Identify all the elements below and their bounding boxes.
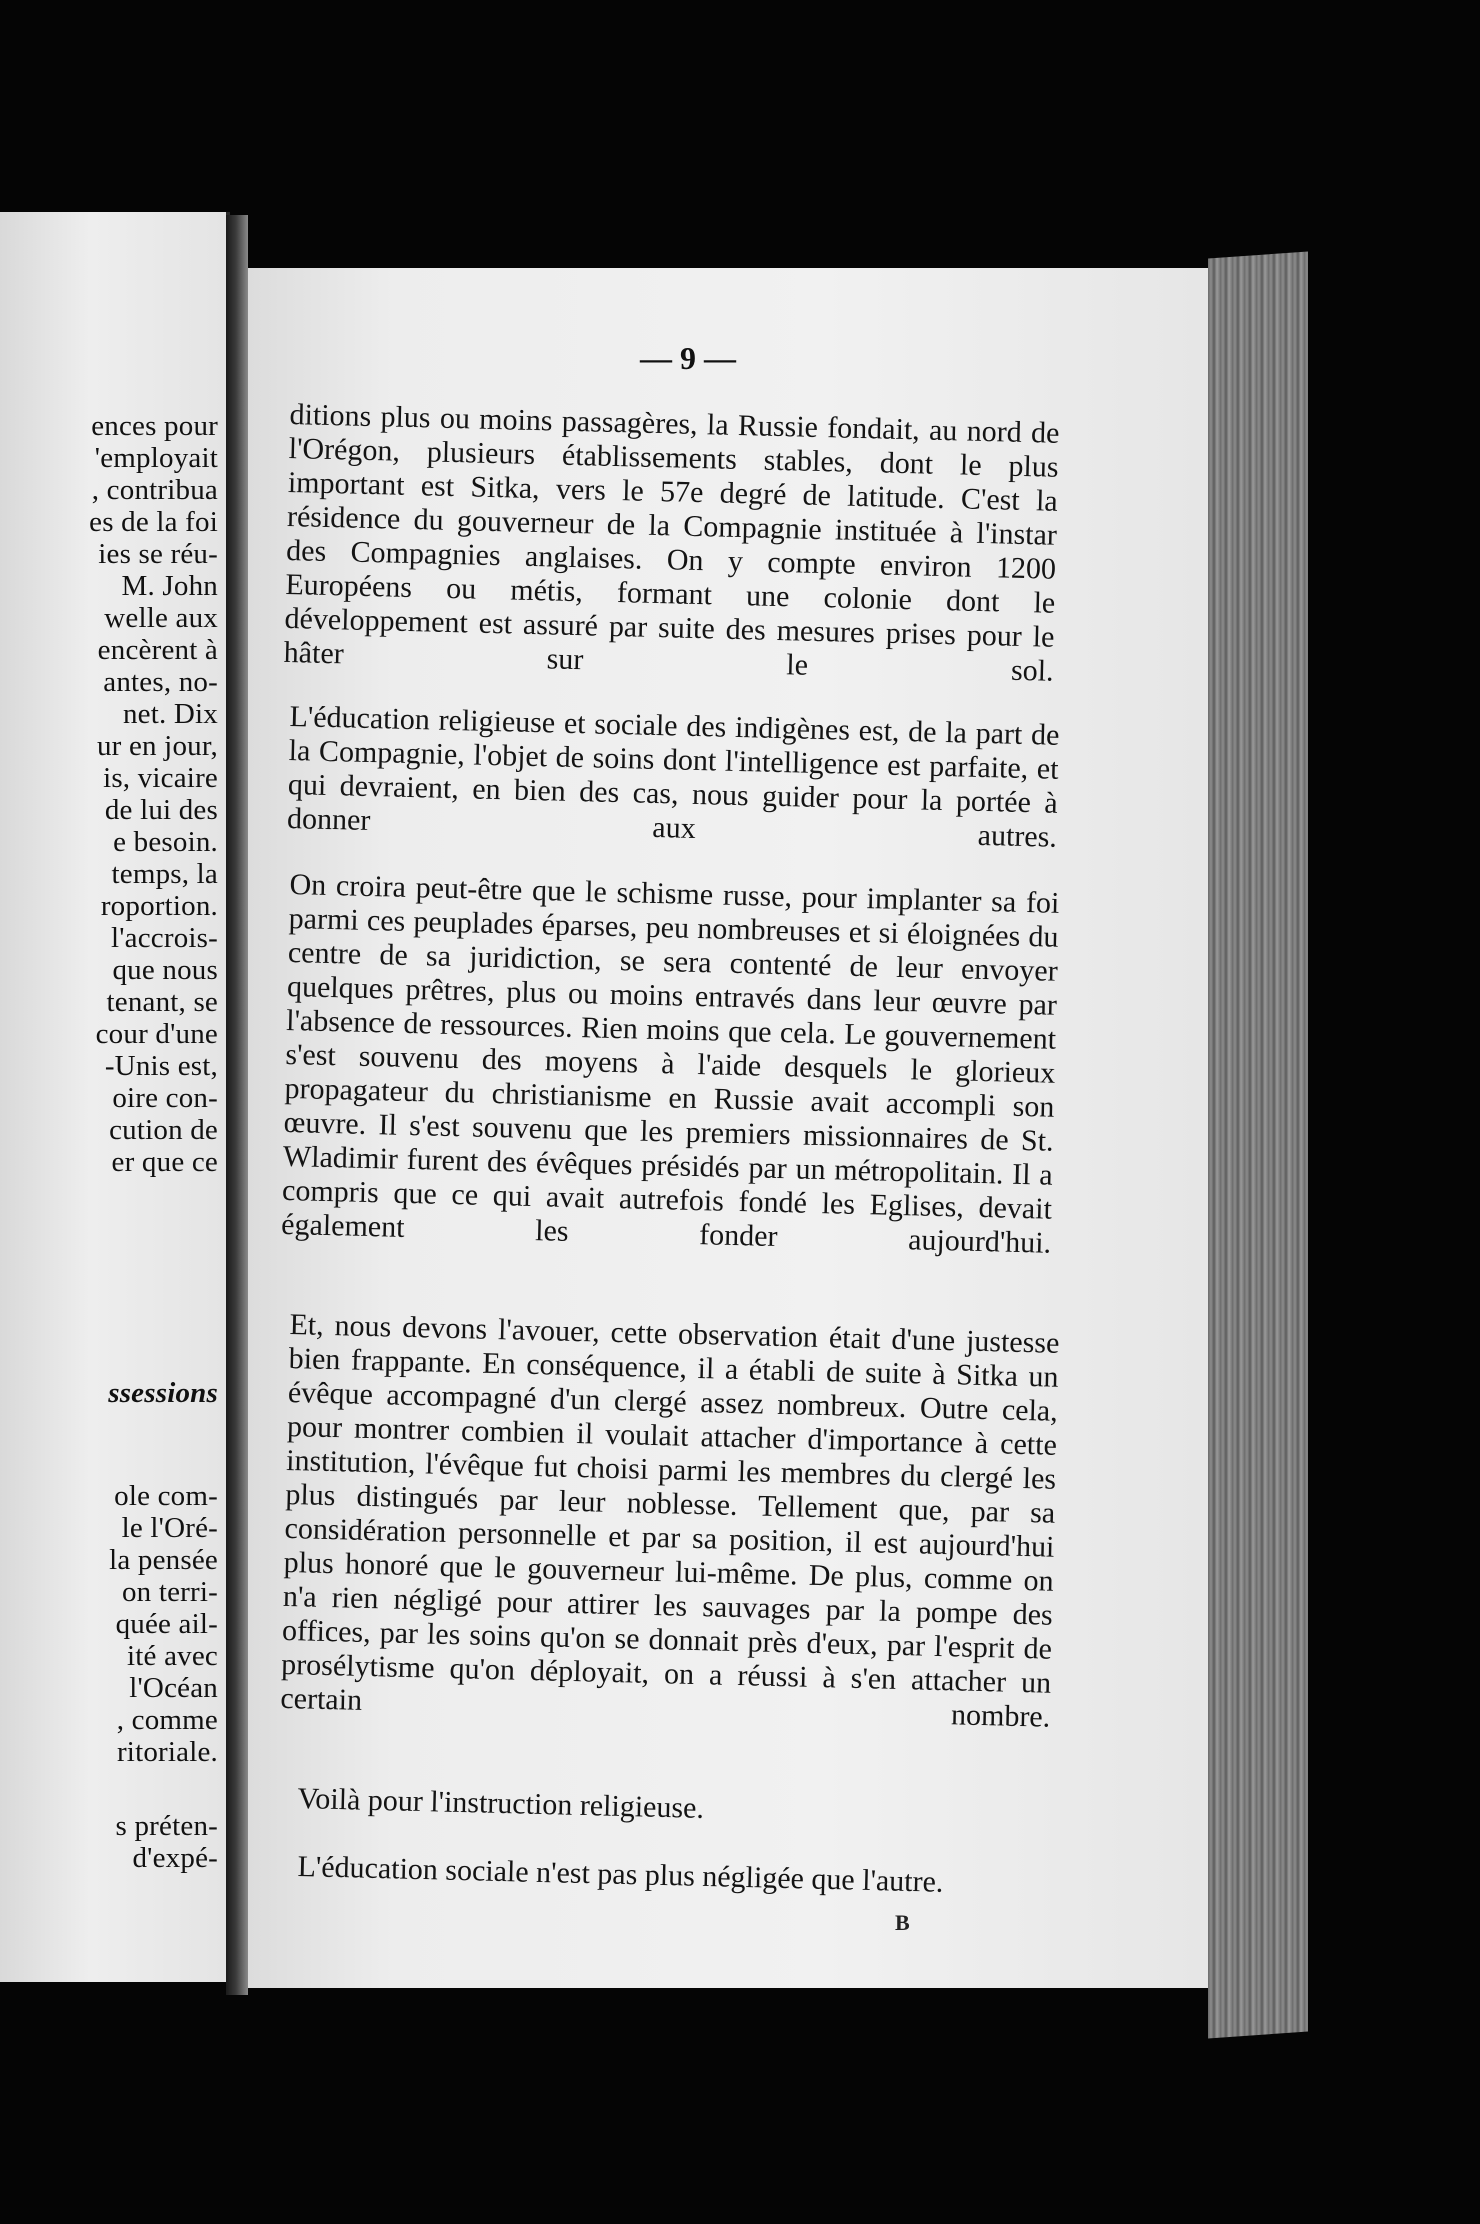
left-text-line: l'accrois- bbox=[110, 922, 218, 954]
left-text-line: on terri- bbox=[121, 1576, 218, 1608]
paragraph-5: Voilà pour l'instruction religieuse. bbox=[297, 1782, 705, 1825]
left-text-line: cour d'une bbox=[95, 1018, 218, 1050]
left-text-line: ences pour bbox=[91, 410, 218, 442]
paragraph-4: Et, nous devons l'avouer, cette observation était d'une justesse bien frappante. En conséquence, il a établi de suite à Sitka un évêque accompagné d'un clergé assez nombreux. Outre cela, pour montrer combien il voulait attacher d'importance à cette institution, l'évêque fut choisi parmi les membres du clergé les plus distingués par leur noblesse. Tellement que, par sa considération personnelle et par sa position, il est aujourd'hui plus honoré que le gouverneur lui-même. De plus, comme on n'a rien négligé pour attirer les sauvages par la pompe des offices, par les soins qu'on se donnait près d'eux, par l'esprit de prosélytisme qu'on déployait, on a réussi à s'en attacher un certain nombre. bbox=[280, 1308, 1060, 1734]
left-text-line: oire con- bbox=[112, 1082, 218, 1114]
page-edges bbox=[1208, 252, 1308, 2039]
left-text-line: net. Dix bbox=[122, 698, 218, 730]
left-text-line: ité avec bbox=[127, 1640, 218, 1672]
paragraph-6: L'éducation sociale n'est pas plus négligée que l'autre. bbox=[297, 1850, 944, 1899]
book-gutter bbox=[226, 215, 248, 1995]
left-text-line: ur en jour, bbox=[96, 730, 218, 762]
signature-mark: B bbox=[895, 1910, 910, 1935]
left-text-line: de lui des bbox=[104, 794, 218, 826]
left-text-line: er que ce bbox=[111, 1146, 218, 1178]
left-text-line: is, vicaire bbox=[103, 762, 218, 794]
left-page bbox=[0, 212, 230, 1982]
paragraph-1: ditions plus ou moins passagères, la Russie fondait, au nord de l'Orégon, plusieurs établissements stables, dont le plus important est Sitka, vers le 57e degré de latitude. C'est la résidence du gouverneur de la Compagnie instituée à l'instar des Compagnies anglaises. On y compte environ 1200 Européens ou métis, formant une colonie dont le développement est assuré par suite des mesures prises pour le hâter sur le sol. bbox=[283, 398, 1060, 688]
paragraph-3: On croira peut-être que le schisme russe, pour implanter sa foi parmi ces peuplades éparses, peu nombreuses et si éloignées du centre de sa juridiction, se sera contenté de leur envoyer quelques prêtres, plus ou moins entravés dans leur œuvre par l'absence de ressources. Rien moins que cela. Le gouvernement s'est souvenu des moyens à l'aide desquels le glorieux propagateur du christianisme en Russie avait accompli son œuvre. Il s'est souvenu que les premiers missionnaires de St. Wladimir furent des évêques présidés par un métropolitain. Il a compris que ce qui avait autrefois fondé les Eglises, devait également les fonder aujourd'hui. bbox=[280, 868, 1060, 1260]
left-text-line: e besoin. bbox=[113, 826, 218, 858]
left-text-line: l'Océan bbox=[129, 1672, 218, 1704]
left-text-line: 'employait bbox=[94, 442, 218, 474]
left-text-line: , contribua bbox=[91, 474, 218, 506]
left-text-line: cution de bbox=[109, 1114, 218, 1146]
paragraph-2: L'éducation religieuse et sociale des indigènes est, de la part de la Compagnie, l'objet de soins dont l'intelligence est parfaite, et qui devraient, en bien des cas, nous guider pour la portée à donner aux autres. bbox=[286, 700, 1060, 854]
page-number: — 9 — bbox=[640, 340, 736, 376]
left-text-line: welle aux bbox=[104, 602, 218, 634]
left-text-line: temps, la bbox=[111, 858, 218, 890]
left-text-line: d'expé- bbox=[132, 1842, 218, 1874]
left-text-line: ies se réu- bbox=[98, 538, 218, 570]
left-text-line: -Unis est, bbox=[104, 1050, 218, 1082]
left-text-line: encèrent à bbox=[97, 634, 218, 666]
left-text-line: le l'Oré- bbox=[121, 1512, 218, 1544]
left-text-line: que nous bbox=[112, 954, 218, 986]
left-text-line: , comme bbox=[116, 1704, 218, 1736]
left-text-line: roportion. bbox=[100, 890, 218, 922]
left-text-line: quée ail- bbox=[115, 1608, 218, 1640]
left-text-line: ritoriale. bbox=[116, 1736, 218, 1768]
left-text-line: s préten- bbox=[115, 1810, 218, 1842]
left-text-line: M. John bbox=[121, 570, 218, 602]
left-text-line: tenant, se bbox=[106, 986, 218, 1018]
left-section-heading: ssessions bbox=[108, 1377, 218, 1409]
left-text-line: antes, no- bbox=[103, 666, 218, 698]
left-text-line: ole com- bbox=[114, 1480, 218, 1512]
left-text-line: es de la foi bbox=[89, 506, 218, 538]
left-text-line: la pensée bbox=[109, 1544, 218, 1576]
